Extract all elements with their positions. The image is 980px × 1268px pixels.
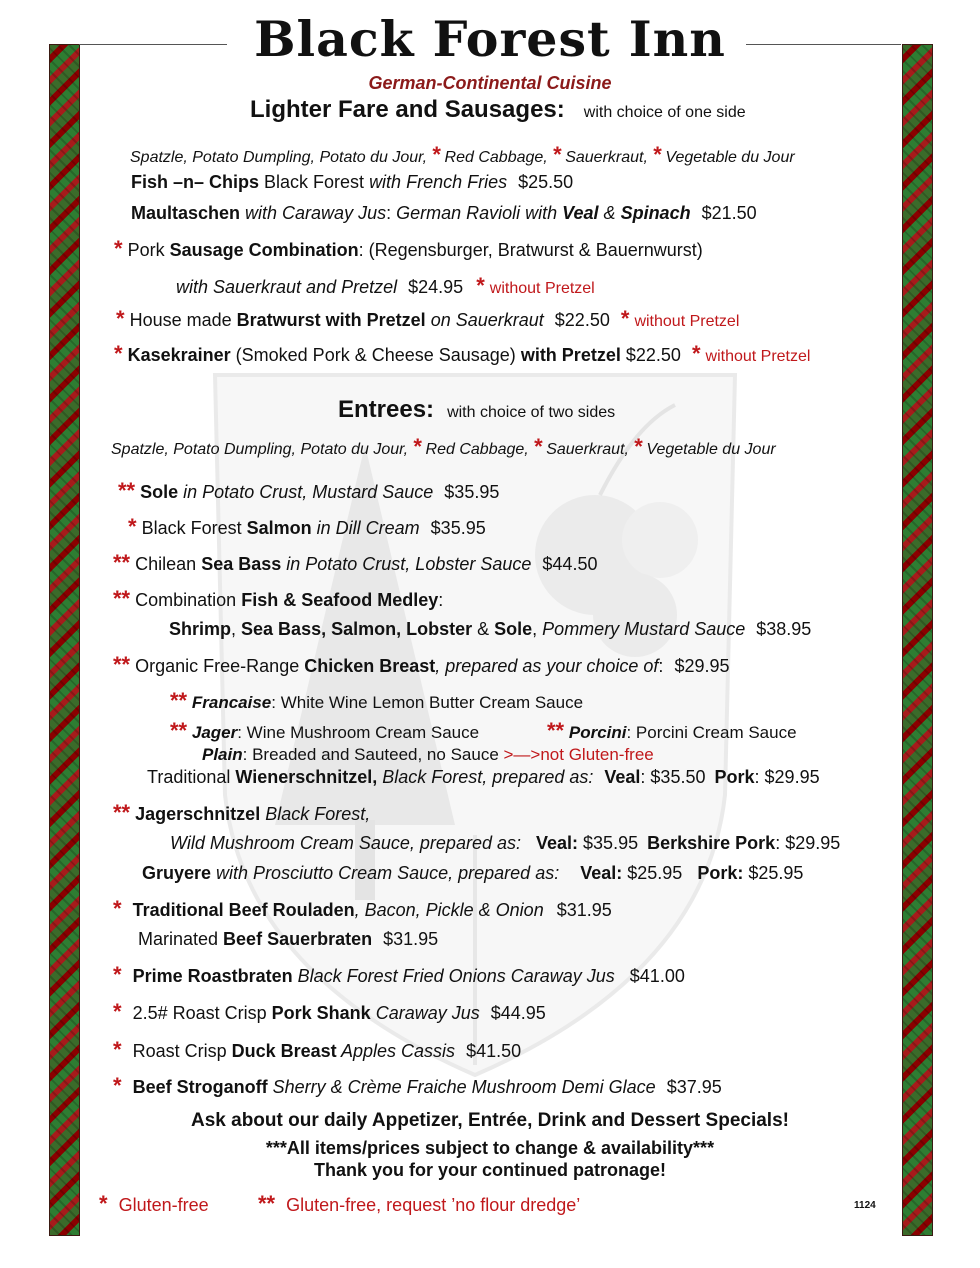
entree-sides bbox=[111, 434, 776, 460]
gluten-free-marker: * bbox=[114, 236, 123, 261]
price-disclaimer: ***All items/prices subject to change & availability*** bbox=[265, 1138, 715, 1158]
item-price: $35.95 bbox=[578, 833, 639, 853]
item-desc: with Prosciutto Cream Sauce, prepared as: bbox=[211, 863, 560, 883]
item-price: $41.00 bbox=[629, 966, 685, 986]
menu-item-roastbraten bbox=[113, 962, 685, 988]
option-name: Veal bbox=[604, 767, 641, 787]
item-name: Sea Bass, Salmon, Lobster bbox=[241, 619, 473, 639]
decorative-border-left bbox=[49, 44, 80, 1236]
option-name: Pork: bbox=[697, 863, 744, 883]
option-name: Pork bbox=[714, 767, 755, 787]
option-name: Plain bbox=[202, 745, 243, 764]
item-name: Duck Breast bbox=[231, 1041, 337, 1061]
item-name: Sausage Combination bbox=[169, 240, 359, 260]
item-name: Sole bbox=[494, 619, 533, 639]
option-name: Berkshire Pork bbox=[647, 833, 776, 853]
item-desc: Caraway Jus bbox=[370, 1003, 480, 1023]
option-desc: : White Wine Lemon Butter Cream Sauce bbox=[271, 693, 584, 712]
item-name: Shrimp bbox=[169, 619, 232, 639]
item-price: $38.95 bbox=[756, 619, 812, 639]
menu-item-sauerbraten bbox=[138, 929, 438, 950]
gluten-free-marker: * bbox=[113, 999, 122, 1024]
menu-item-chicken-breast bbox=[113, 652, 730, 678]
item-name: Bratwurst with Pretzel bbox=[236, 310, 426, 330]
item-desc: with French Fries bbox=[369, 172, 508, 192]
entrees-heading: Entrees: bbox=[338, 396, 435, 423]
gluten-free-marker: * bbox=[476, 273, 485, 298]
menu-version-code: 1124 bbox=[854, 1200, 876, 1211]
chicken-option-jager bbox=[170, 718, 479, 744]
item-price: $25.95 bbox=[743, 863, 804, 883]
gluten-free-request-marker: ** bbox=[113, 586, 131, 611]
menu-item-bratwurst bbox=[116, 306, 739, 332]
item-desc: Pork bbox=[127, 240, 170, 260]
item-price: $37.95 bbox=[666, 1077, 722, 1097]
item-desc: , bbox=[532, 619, 543, 639]
menu-item-sea-bass bbox=[113, 550, 597, 576]
option-note: >—>not Gluten-free bbox=[503, 745, 654, 764]
item-desc: Spinach bbox=[620, 203, 691, 223]
item-desc: : bbox=[658, 656, 664, 676]
menu-item-seafood-medley-line2 bbox=[169, 619, 811, 640]
item-desc: 2.5# Roast Crisp bbox=[132, 1003, 272, 1023]
item-desc: German Ravioli with bbox=[396, 203, 563, 223]
gluten-free-marker: * bbox=[113, 962, 122, 987]
lighter-sides bbox=[130, 142, 795, 168]
option-name: Porcini bbox=[568, 723, 627, 742]
item-desc: House made bbox=[129, 310, 237, 330]
item-desc: with Caraway Jus bbox=[240, 203, 387, 223]
menu-item-sausage-combination bbox=[114, 236, 703, 262]
gluten-free-marker: * bbox=[113, 896, 122, 921]
item-desc: Black Forest bbox=[259, 172, 370, 192]
option-desc: : Porcini Cream Sauce bbox=[626, 723, 797, 742]
item-name: Sole bbox=[140, 482, 179, 502]
item-alt-option: without Pretzel bbox=[705, 348, 811, 365]
item-desc: Wild Mushroom Cream Sauce, prepared as: bbox=[170, 833, 521, 853]
item-alt-option: without Pretzel bbox=[489, 280, 595, 297]
item-name: Chicken Breast bbox=[304, 656, 436, 676]
item-name: with Pretzel bbox=[520, 345, 621, 365]
side-text: Sauerkraut, bbox=[546, 441, 629, 458]
chicken-option-francaise bbox=[170, 688, 583, 714]
item-name: Beef Sauerbraten bbox=[223, 929, 373, 949]
gluten-free-marker: * bbox=[113, 1037, 122, 1062]
gluten-free-marker: * bbox=[431, 142, 441, 167]
item-price: : $35.50 bbox=[640, 767, 706, 787]
item-name: Gruyere bbox=[142, 863, 212, 883]
item-desc: Black Forest, bbox=[260, 804, 371, 824]
side-text: Red Cabbage, bbox=[444, 149, 548, 166]
item-desc: on Sauerkraut bbox=[425, 310, 544, 330]
item-name: Kasekrainer bbox=[127, 345, 231, 365]
item-desc: Marinated bbox=[138, 929, 224, 949]
item-desc: in Potato Crust, Mustard Sauce bbox=[178, 482, 434, 502]
side-text: Vegetable du Jour bbox=[646, 441, 776, 458]
item-price: $29.95 bbox=[674, 656, 730, 676]
option-name: Veal: bbox=[580, 863, 623, 883]
item-name: Wienerschnitzel, bbox=[235, 767, 378, 787]
item-desc: in Potato Crust, Lobster Sauce bbox=[281, 554, 532, 574]
item-desc: Black Forest, prepared as: bbox=[377, 767, 594, 787]
item-desc: Roast Crisp bbox=[132, 1041, 232, 1061]
legend-text: Gluten-free bbox=[118, 1195, 209, 1215]
gluten-free-marker: * bbox=[116, 306, 125, 331]
item-desc: & bbox=[598, 203, 621, 223]
option-desc: : Wine Mushroom Cream Sauce bbox=[237, 723, 480, 742]
item-price: $21.50 bbox=[701, 203, 757, 223]
item-desc: Veal bbox=[562, 203, 599, 223]
gluten-free-marker: * bbox=[99, 1191, 108, 1216]
menu-item-kasekrainer bbox=[114, 341, 810, 367]
item-desc: , bbox=[231, 619, 242, 639]
legend-gluten-free-request bbox=[258, 1191, 580, 1217]
item-price: $31.95 bbox=[556, 900, 612, 920]
side-text: Spatzle, Potato Dumpling, Potato du Jour, bbox=[130, 149, 428, 166]
item-desc: : (Regensburger, Bratwurst & Bauernwurst) bbox=[358, 240, 703, 260]
item-desc: with Sauerkraut and Pretzel bbox=[176, 277, 398, 297]
menu-item-jagerschnitzel bbox=[113, 800, 370, 826]
item-price: $24.95 bbox=[408, 277, 464, 297]
item-price: : $29.95 bbox=[775, 833, 841, 853]
entrees-note: with choice of two sides bbox=[447, 404, 616, 421]
legend-text: Gluten-free, request ’no flour dredge’ bbox=[286, 1195, 581, 1215]
item-desc: : bbox=[438, 590, 444, 610]
thank-you-note: Thank you for your continued patronage! bbox=[313, 1160, 666, 1180]
gluten-free-request-marker: ** bbox=[118, 478, 136, 503]
legend-gluten-free bbox=[99, 1191, 209, 1217]
lighter-fare-note: with choice of one side bbox=[583, 104, 746, 121]
menu-item-jagerschnitzel-line2 bbox=[170, 833, 840, 854]
item-price: $25.95 bbox=[622, 863, 683, 883]
item-name: Fish & Seafood Medley bbox=[241, 590, 439, 610]
side-text: Spatzle, Potato Dumpling, Potato du Jour, bbox=[111, 441, 409, 458]
gluten-free-marker: * bbox=[114, 341, 123, 366]
item-desc: Black Forest bbox=[141, 518, 247, 538]
menu-item-salmon bbox=[128, 514, 486, 540]
item-desc: Organic Free-Range bbox=[135, 656, 305, 676]
lighter-fare-heading-row bbox=[250, 96, 746, 124]
item-name: Maultaschen bbox=[131, 203, 241, 223]
gluten-free-marker: * bbox=[620, 306, 630, 331]
menu-item-duck-breast bbox=[113, 1037, 521, 1063]
item-name: Salmon bbox=[246, 518, 312, 538]
menu-item-seafood-medley bbox=[113, 586, 443, 612]
menu-item-wienerschnitzel bbox=[147, 767, 820, 788]
restaurant-title: Black Forest Inn bbox=[254, 10, 726, 68]
menu-item-pork-shank bbox=[113, 999, 546, 1025]
decorative-border-right bbox=[902, 44, 933, 1236]
gluten-free-request-marker: ** bbox=[170, 688, 188, 713]
item-desc: Sherry & Crème Fraiche Mushroom Demi Glace bbox=[267, 1077, 656, 1097]
item-price: $35.95 bbox=[444, 482, 500, 502]
item-price: $22.50 bbox=[625, 345, 681, 365]
gluten-free-marker: * bbox=[128, 514, 137, 539]
gluten-free-request-marker: ** bbox=[113, 800, 131, 825]
item-desc: , prepared as your choice of bbox=[435, 656, 659, 676]
side-text: Red Cabbage, bbox=[425, 441, 529, 458]
item-desc: Apples Cassis bbox=[336, 1041, 456, 1061]
gluten-free-request-marker: ** bbox=[170, 718, 188, 743]
option-desc: : Breaded and Sauteed, no Sauce bbox=[242, 745, 504, 764]
item-price: $25.50 bbox=[518, 172, 574, 192]
gluten-free-request-marker: ** bbox=[547, 718, 565, 743]
item-price: $44.50 bbox=[542, 554, 598, 574]
specials-notice: Ask about our daily Appetizer, Entrée, Drink and Dessert Specials! bbox=[191, 1110, 789, 1131]
gluten-free-marker: * bbox=[533, 434, 542, 459]
item-name: Traditional Beef Rouladen bbox=[132, 900, 355, 920]
item-name: Prime Roastbraten bbox=[132, 966, 293, 986]
item-desc: , Bacon, Pickle & Onion bbox=[354, 900, 544, 920]
restaurant-subtitle: German-Continental Cuisine bbox=[368, 73, 612, 93]
menu-item-rouladen bbox=[113, 896, 612, 922]
item-desc: Combination bbox=[135, 590, 242, 610]
option-name: Francaise bbox=[191, 693, 272, 712]
side-text: Vegetable du Jour bbox=[665, 149, 795, 166]
item-desc: Traditional bbox=[147, 767, 236, 787]
menu-item-fish-chips bbox=[131, 172, 573, 193]
menu-item-sole bbox=[118, 478, 499, 504]
lighter-fare-heading: Lighter Fare and Sausages: bbox=[250, 96, 565, 123]
item-desc: & bbox=[472, 619, 495, 639]
gluten-free-request-marker: ** bbox=[258, 1191, 276, 1216]
option-name: Veal: bbox=[536, 833, 579, 853]
item-price: $22.50 bbox=[554, 310, 610, 330]
item-price: $35.95 bbox=[430, 518, 486, 538]
chicken-option-plain bbox=[202, 745, 654, 765]
item-price: : $29.95 bbox=[754, 767, 820, 787]
gluten-free-marker: * bbox=[552, 142, 561, 167]
item-desc: (Smoked Pork & Cheese Sausage) bbox=[230, 345, 521, 365]
item-name: Fish –n– Chips bbox=[131, 172, 260, 192]
menu-item-maultaschen bbox=[131, 203, 757, 224]
gluten-free-request-marker: ** bbox=[113, 652, 131, 677]
item-name: Jagerschnitzel bbox=[135, 804, 261, 824]
item-price: $44.95 bbox=[490, 1003, 546, 1023]
gluten-free-marker: * bbox=[113, 1073, 122, 1098]
item-price: $31.95 bbox=[383, 929, 439, 949]
menu-item-sausage-combination-line2 bbox=[176, 273, 595, 299]
item-desc: : bbox=[386, 203, 397, 223]
item-name: Pork Shank bbox=[271, 1003, 371, 1023]
option-name: Jager bbox=[191, 723, 238, 742]
gluten-free-marker: * bbox=[633, 434, 642, 459]
gluten-free-marker: * bbox=[652, 142, 661, 167]
item-name: Sea Bass bbox=[201, 554, 282, 574]
side-text: Sauerkraut, bbox=[565, 149, 648, 166]
gluten-free-marker: * bbox=[412, 434, 422, 459]
item-desc: Pommery Mustard Sauce bbox=[542, 619, 746, 639]
item-price: $41.50 bbox=[466, 1041, 522, 1061]
item-desc: Chilean bbox=[135, 554, 202, 574]
chicken-option-porcini bbox=[547, 718, 797, 744]
item-name: Beef Stroganoff bbox=[132, 1077, 268, 1097]
item-desc: in Dill Cream bbox=[311, 518, 420, 538]
menu-item-gruyere bbox=[142, 863, 803, 884]
gluten-free-marker: * bbox=[691, 341, 701, 366]
gluten-free-request-marker: ** bbox=[113, 550, 131, 575]
item-alt-option: without Pretzel bbox=[634, 313, 740, 330]
entrees-heading-row bbox=[338, 396, 615, 424]
item-desc: Black Forest Fried Onions Caraway Jus bbox=[292, 966, 615, 986]
menu-item-stroganoff bbox=[113, 1073, 722, 1099]
